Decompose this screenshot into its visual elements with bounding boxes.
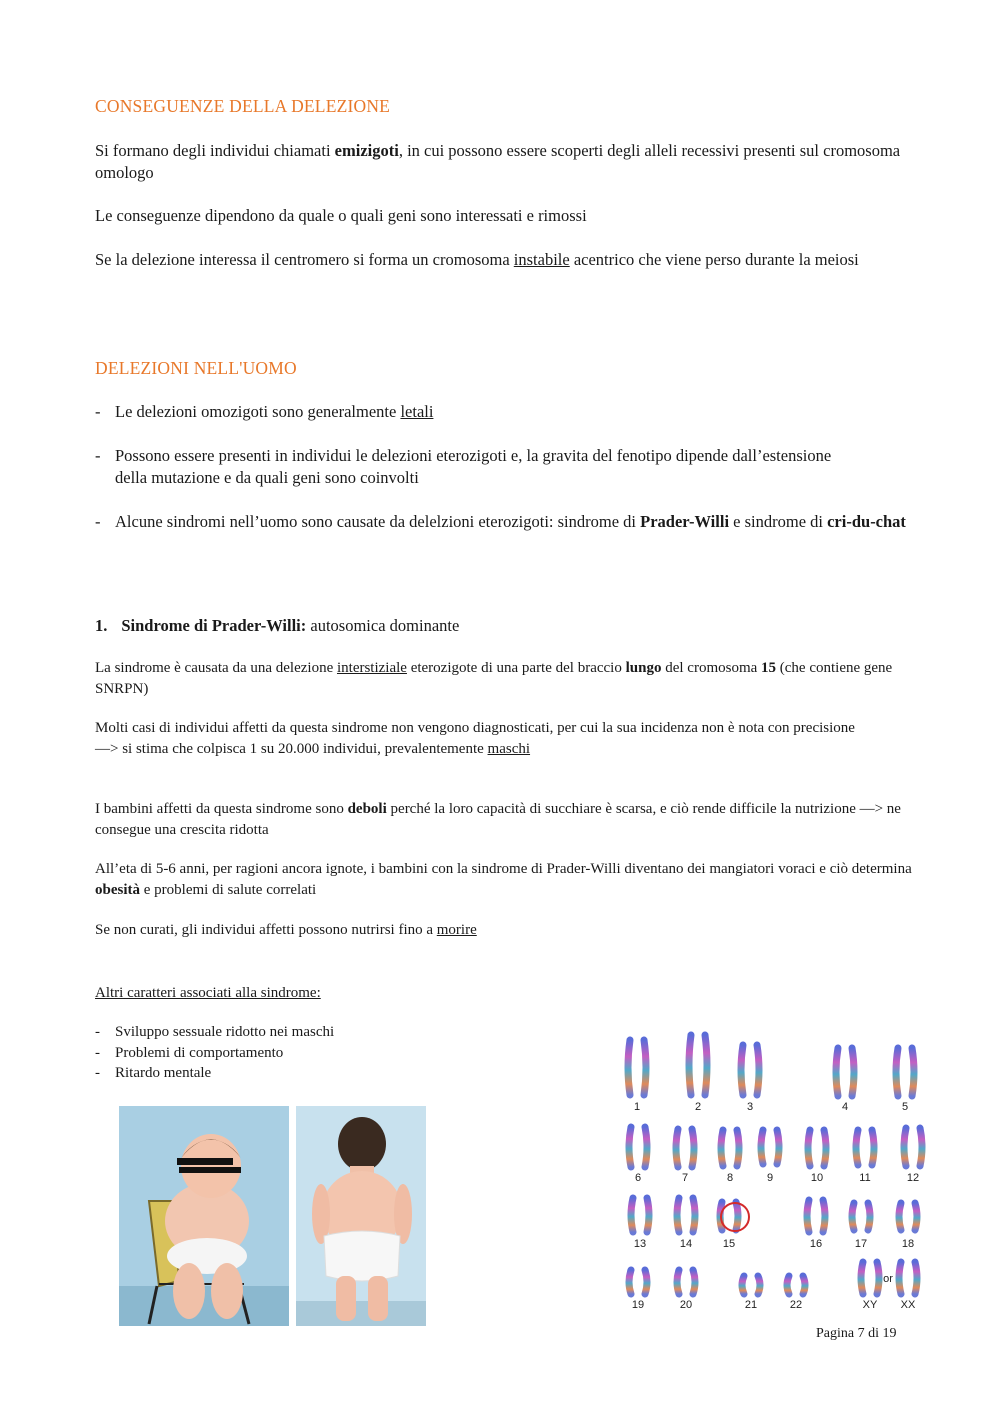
chromosome-label: 7 xyxy=(681,1172,689,1184)
chromosome xyxy=(741,1045,743,1095)
chromosome xyxy=(896,1048,898,1096)
chromosome xyxy=(915,1262,917,1294)
chromosome xyxy=(628,1040,630,1095)
paragraph-bambini xyxy=(95,799,915,840)
chromosome-label: 18 xyxy=(901,1238,915,1250)
chromosome xyxy=(777,1130,779,1164)
chromosome xyxy=(807,1200,809,1232)
text-span: del cromosoma xyxy=(661,660,762,676)
list-item xyxy=(95,1022,495,1043)
text-span: Le delezioni omozigoti sono generalmente xyxy=(115,402,401,421)
chromosome xyxy=(721,1130,723,1166)
bold-term: deboli xyxy=(347,801,387,817)
paragraph-incidenza xyxy=(95,718,915,759)
text-span: —> si stima che colpisca 1 su 20.000 individui, prevalentemente xyxy=(95,740,488,757)
chromosome xyxy=(705,1035,707,1095)
chromosome-label: 20 xyxy=(679,1299,693,1311)
bullet-item xyxy=(95,445,835,489)
chromosome-label: 19 xyxy=(631,1299,645,1311)
text-span: eterozigote di una parte del braccio xyxy=(406,660,626,676)
chromosome xyxy=(736,1202,738,1230)
text-span: e sindrome di xyxy=(729,512,828,531)
chromosome xyxy=(676,1129,678,1167)
list-item-text: Ritardo mentale xyxy=(115,1065,212,1081)
chromosome xyxy=(693,1198,695,1232)
chromosome-label: 8 xyxy=(726,1172,734,1184)
chromosome xyxy=(803,1276,805,1294)
chromosome xyxy=(692,1129,694,1167)
chromosome xyxy=(877,1262,879,1294)
chromosome xyxy=(689,1035,691,1095)
bullet-text xyxy=(115,511,906,533)
text-span: perché la loro capacità di succhiare è scarsa, e ciò rende difficile la nutrizione —> ne consegue una crescita ridotta xyxy=(95,801,901,838)
chromosome xyxy=(629,1270,631,1294)
bold-term: emizigoti xyxy=(334,141,399,160)
bold-term: Prader-Willi xyxy=(640,512,730,531)
chromosome xyxy=(742,1276,744,1294)
list-item xyxy=(95,1063,495,1084)
chromosome-label: 1 xyxy=(633,1101,641,1113)
chromosome-label: XY xyxy=(862,1299,878,1311)
text-line: Molti casi di individui affetti da questa sindrome non vengono diagnosticati, per cui la sua incidenza non è nota con precisione xyxy=(95,720,855,736)
chromosome xyxy=(920,1128,922,1166)
chromosome xyxy=(647,1198,649,1232)
subsection-title xyxy=(95,616,459,636)
chromosome xyxy=(861,1262,863,1294)
text-span: All’eta di 5-6 anni, per ragioni ancora ignote, i bambini con la sindrome di Prader-Willi diventano dei mangiatori voraci e ciò determina xyxy=(95,861,912,877)
chromosome-label: 15 xyxy=(722,1238,736,1250)
chromosome xyxy=(808,1130,810,1166)
chromosome-label: 11 xyxy=(859,1172,871,1184)
photo-child-back xyxy=(296,1106,426,1326)
text-span: (che contiene gene SNRPN) xyxy=(95,660,893,697)
paragraph-causa xyxy=(95,658,915,699)
or-label: or xyxy=(883,1273,893,1285)
list-item-text: Problemi di comportamento xyxy=(115,1044,284,1061)
chromosome-label: 16 xyxy=(809,1238,823,1250)
bold-term: cri-du-chat xyxy=(827,512,906,531)
bold-term: lungo xyxy=(625,660,662,676)
bullet-dash: - xyxy=(95,402,101,421)
karyotype-diagram xyxy=(620,1030,930,1320)
chromosome-label: 6 xyxy=(634,1172,642,1184)
chromosome-label: 21 xyxy=(744,1299,758,1311)
bullet-item xyxy=(95,401,915,423)
bold-term: 15 xyxy=(761,660,777,676)
underlined-term: letali xyxy=(400,402,434,421)
text-span: autosomica dominante xyxy=(306,616,460,635)
bullet-dash: - xyxy=(95,1044,100,1061)
chromosome xyxy=(872,1130,874,1165)
chromosome xyxy=(644,1040,646,1095)
traits-list xyxy=(95,1022,495,1084)
chromosome-label: 3 xyxy=(746,1101,754,1113)
list-item xyxy=(95,1043,495,1064)
chromosome xyxy=(737,1130,739,1166)
chromosome xyxy=(645,1270,647,1294)
chromosome-pairs xyxy=(628,1035,922,1294)
section-heading-delezioni: DELEZIONI NELL'UOMO xyxy=(95,358,297,378)
chromosome-label: XX xyxy=(900,1299,916,1311)
bullet-dash: - xyxy=(95,512,101,531)
paragraph-curati xyxy=(95,920,915,941)
bullet-item xyxy=(95,511,915,533)
chromosome-label: 13 xyxy=(633,1238,647,1250)
chromosome xyxy=(693,1270,695,1294)
chromosome xyxy=(868,1203,870,1230)
chromosome-label: 14 xyxy=(679,1238,693,1250)
paragraph-conseguenze: Le conseguenze dipendono da quale o quali geni sono interessati e rimossi xyxy=(95,206,587,225)
text-line xyxy=(95,739,915,760)
bullet-dash: - xyxy=(95,1024,100,1040)
chromosome xyxy=(645,1127,647,1167)
chromosome-label: 10 xyxy=(810,1172,824,1184)
chromosome xyxy=(824,1130,826,1166)
chromosome xyxy=(629,1127,631,1167)
bullet-text: Possono essere presenti in individui le delezioni eterozigoti e, la gravita del fenotipo dipende dall’estensione della mutazione e da quali geni sono coinvolti xyxy=(115,446,832,487)
chromosome-label: 5 xyxy=(901,1101,909,1113)
chromosome xyxy=(677,1198,679,1232)
chromosome xyxy=(823,1200,825,1232)
chromosome xyxy=(915,1203,917,1230)
paragraph-centromero xyxy=(95,249,915,271)
chromosome xyxy=(899,1203,901,1230)
text-span: acentrico che viene perso durante la meiosi xyxy=(569,250,859,269)
chromosome xyxy=(904,1128,906,1166)
chromosome xyxy=(912,1048,914,1096)
section-heading-conseguenze: CONSEGUENZE DELLA DELEZIONE xyxy=(95,96,391,116)
text-span: , in cui possono essere scoperti degli alleli recessivi presenti sul cromosoma omologo xyxy=(95,141,901,182)
chromosome-label: 9 xyxy=(766,1172,774,1184)
text-span: e problemi di salute correlati xyxy=(140,881,317,898)
bullet-text xyxy=(115,401,433,423)
chromosome xyxy=(757,1045,759,1095)
chromosome-label: 4 xyxy=(841,1101,849,1113)
bold-term: obesità xyxy=(95,881,140,898)
bullet-dash: - xyxy=(95,446,101,465)
karyotype-figure xyxy=(620,1030,930,1320)
chromosome xyxy=(758,1276,760,1294)
bullet-dash: - xyxy=(95,1065,100,1081)
chromosome-label: 12 xyxy=(906,1172,920,1184)
photo-child-front-image xyxy=(119,1106,289,1326)
underlined-term: interstiziale xyxy=(336,660,407,676)
underlined-term: maschi xyxy=(487,740,531,757)
photo-child-front xyxy=(119,1106,289,1326)
text-span: Se non curati, gli individui affetti possono nutrirsi fino a xyxy=(95,922,437,938)
chromosome xyxy=(787,1276,789,1294)
chromosome-label: 17 xyxy=(854,1238,868,1250)
text-span: I bambini affetti da questa sindrome sono xyxy=(95,801,348,817)
chromosome xyxy=(836,1048,838,1096)
bold-term: Sindrome di Prader-Willi: xyxy=(121,616,307,635)
list-number: 1. xyxy=(95,616,108,635)
chromosome xyxy=(852,1203,854,1230)
chromosome xyxy=(899,1262,901,1294)
text-span: Alcune sindromi nell’uomo sono causate da delelzioni eterozigoti: sindrome di xyxy=(115,512,641,531)
chromosome xyxy=(761,1130,763,1164)
paragraph-eta xyxy=(95,859,915,900)
text-span: Se la delezione interessa il centromero si forma un cromosoma xyxy=(95,250,514,269)
text-span: La sindrome è causata da una delezione xyxy=(95,660,337,676)
chromosome-label: 22 xyxy=(789,1299,803,1311)
chromosome xyxy=(631,1198,633,1232)
paragraph-emizigoti xyxy=(95,140,915,184)
underlined-term: instabile xyxy=(513,250,570,269)
chromosome xyxy=(852,1048,854,1096)
list-item-text: Sviluppo sessuale ridotto nei maschi xyxy=(115,1024,335,1040)
page-number: Pagina 7 di 19 xyxy=(816,1326,897,1341)
list-title: Altri caratteri associati alla sindrome: xyxy=(95,985,321,1001)
chromosome xyxy=(856,1130,858,1165)
chromosome-label: 2 xyxy=(694,1101,702,1113)
photo-child-back-image xyxy=(296,1106,426,1326)
underlined-term: morire xyxy=(436,922,477,938)
chromosome xyxy=(677,1270,679,1294)
text-span: Si formano degli individui chiamati xyxy=(95,141,335,160)
